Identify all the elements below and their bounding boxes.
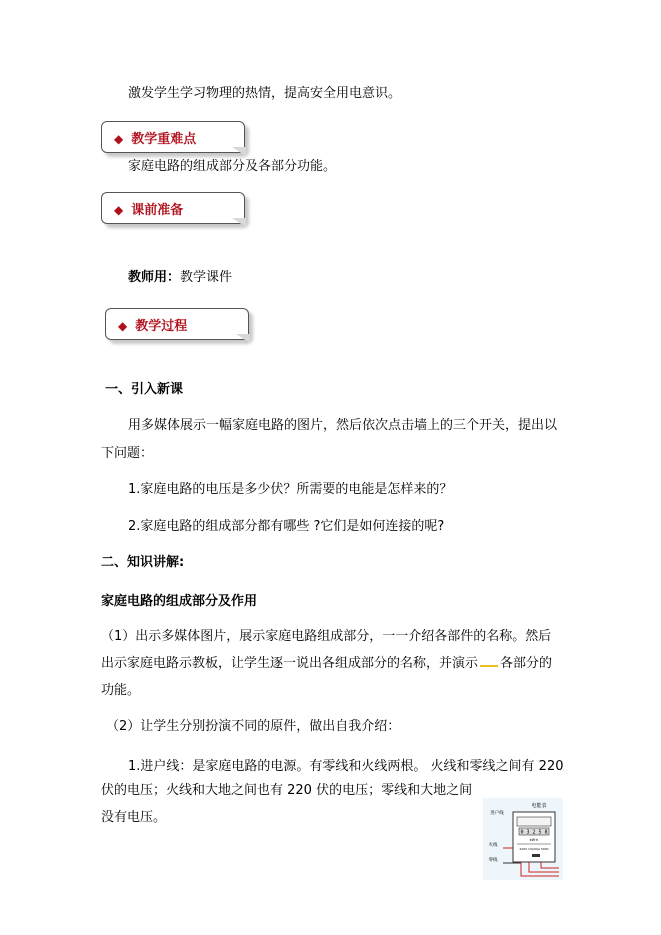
section-preparation-label: ◆ 课前准备 <box>114 203 184 218</box>
step2-line: （2）让学生分别扮演不同的原件，做出自我介绍： <box>106 719 401 734</box>
meter-port <box>532 854 540 857</box>
step1-line-1: （1）出示多媒体图片，展示家庭电路组成部分，一一介绍各部件的名称。然后 <box>101 629 552 644</box>
meter-illustration <box>483 798 563 880</box>
teacher-label: 教师用： <box>128 270 181 285</box>
section-process-label: ◆ 教学过程 <box>118 319 188 334</box>
output-wire-3 <box>541 862 559 868</box>
highlight-mark <box>480 655 498 667</box>
question-1: 1.家庭电路的电压是多少伏？所需要的电能是怎样来的？ <box>128 482 453 497</box>
entry-line-2: 伏的电压；火线和大地之间也有 220 伏的电压；零线和大地之间 <box>101 783 473 798</box>
step1-line-2: 出示家庭电路示教板，让学生逐一说出各组成部分的名称，并演示 各部分的 <box>101 656 553 671</box>
section-key-points <box>101 121 245 153</box>
meter-spec: 220V 10(20)A 50Hz <box>519 847 549 851</box>
intro-line-2: 下问题： <box>101 446 154 461</box>
fire-wire-label: 火线 <box>488 843 498 848</box>
section-tail <box>236 334 250 343</box>
meter-readout: 0 3 2 5 8 <box>520 829 548 836</box>
teacher-text: 教学课件 <box>180 270 233 285</box>
entry-wire-label: 进户线 <box>490 811 504 816</box>
section-tail <box>232 218 246 227</box>
meter-unit: kW·h <box>529 838 539 842</box>
section-key-points-label: ◆ 教学重难点 <box>114 132 197 147</box>
diamond-icon: ◆ <box>114 132 124 146</box>
output-wire-2 <box>529 862 559 872</box>
zero-wire-label: 零线 <box>488 858 498 863</box>
section-preparation <box>101 192 245 224</box>
entry-line-1: 1.进户线：是家庭电路的电源。有零线和火线两根。 火线和零线之间有 220 <box>128 759 564 774</box>
question-2: 2.家庭电路的组成部分都有哪些 ?它们是如何连接的呢? <box>128 519 445 534</box>
part2-title: 二、知识讲解: <box>101 555 185 570</box>
part1-title: 一、引入新课 <box>105 382 184 397</box>
meter-diagram <box>483 798 563 880</box>
teacher-line <box>128 268 232 288</box>
subsection-title: 家庭电路的组成部分及作用 <box>101 594 258 609</box>
meter-nameplate <box>517 817 551 826</box>
diamond-icon: ◆ <box>118 319 128 333</box>
intro-line-1: 用多媒体展示一幅家庭电路的图片，然后依次点击墙上的三个开关，提出以 <box>128 418 558 433</box>
diamond-icon: ◆ <box>114 203 124 217</box>
meter-title: 电能表 <box>531 803 547 809</box>
step1-line-3: 功能。 <box>101 683 141 698</box>
entry-line-3: 没有电压。 <box>101 810 167 825</box>
keypoints-text: 家庭电路的组成部分及各部分功能。 <box>128 159 337 174</box>
section-tail <box>232 147 246 156</box>
goal-text: 激发学生学习物理的热情，提高安全用电意识。 <box>128 86 402 101</box>
section-process <box>105 308 249 340</box>
output-wire-1 <box>521 862 559 876</box>
